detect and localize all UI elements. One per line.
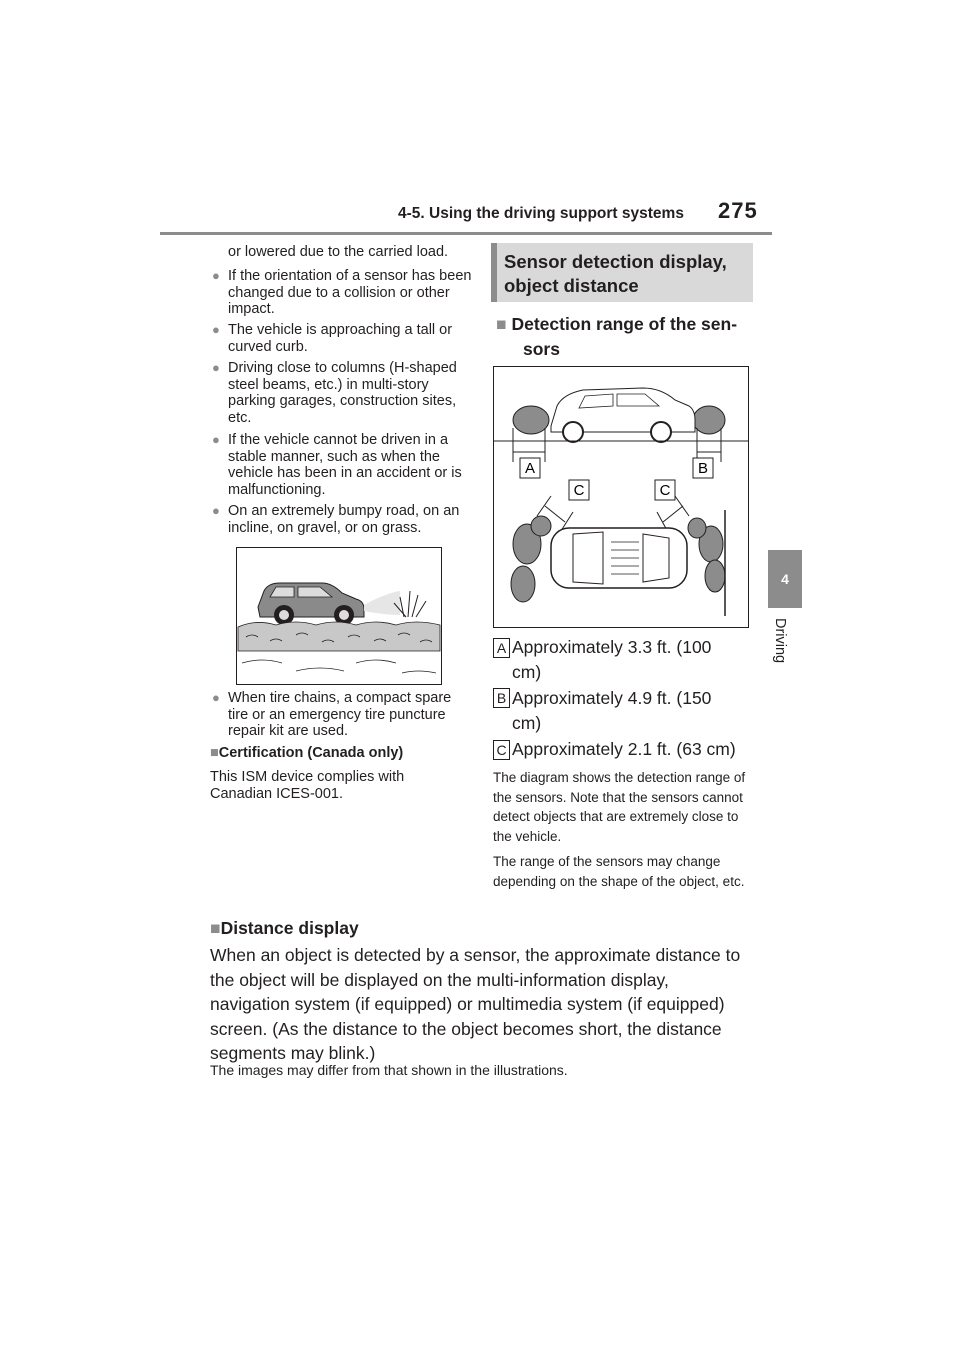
section-heading-line: Sensor detection display, <box>504 251 727 272</box>
list-item: ● Driving close to columns (H-shaped steel beams, etc.) in multi-story parking garages, construction sites, etc. <box>212 360 457 426</box>
legend-text-c: Approximately 2.1 ft. (63 cm) <box>512 739 736 759</box>
illustration-note: The images may differ from that shown in the illustrations. <box>210 1062 568 1078</box>
section-heading <box>491 243 753 302</box>
legend-text-a: Approximately 3.3 ft. (100 cm) <box>512 637 712 682</box>
bullet-dot-icon: ● <box>212 432 220 447</box>
distance-display-heading: ■Distance display <box>210 918 359 938</box>
diagram-note: The diagram shows the detection range of the sensors. Note that the sensors cannot detect objects that are extremely close to the vehicle. <box>493 770 746 844</box>
bullet-dot-icon: ● <box>212 360 220 375</box>
legend-text-b: Approximately 4.9 ft. (150 cm) <box>512 688 712 733</box>
diagram-label-b: B <box>697 460 709 477</box>
square-marker-icon: ■ <box>210 745 219 761</box>
certification-heading: ■Certification (Canada only) <box>210 745 404 761</box>
square-marker-icon: ■ <box>210 918 221 938</box>
list-item: ● If the orientation of a sensor has been changed due to a collision or other impact. <box>212 268 472 317</box>
chapter-tab: 4 <box>768 550 802 608</box>
legend-key-c: C <box>493 740 510 760</box>
subheading: ■ Detection range of the sen- sors <box>496 314 738 359</box>
list-item: ● When tire chains, a compact spare tire or an emergency tire puncture repair kit are used. <box>212 690 452 739</box>
list-item: ● If the vehicle cannot be driven in a stable manner, such as when the vehicle has been in an accident or is malfunctioning. <box>212 432 462 498</box>
page-number: 275 <box>718 198 758 223</box>
heading-bar <box>491 243 497 302</box>
legend-key-a: A <box>493 638 510 658</box>
bumpy-road-illustration <box>236 547 442 685</box>
diagram-label-c: C <box>659 482 671 499</box>
bullet-dot-icon: ● <box>212 503 220 518</box>
chapter-label: Driving <box>772 618 788 664</box>
list-item: ● On an extremely bumpy road, on an incline, on gravel, or on grass. <box>212 503 460 536</box>
square-marker-icon: ■ <box>496 314 507 334</box>
legend-key-b: B <box>493 688 510 708</box>
list-item: ● The vehicle is approaching a tall or curved curb. <box>212 322 453 355</box>
bullet-dot-icon: ● <box>212 268 220 283</box>
diagram-note: The range of the sensors may change depending on the shape of the object, etc. <box>493 854 745 889</box>
diagram-label-c: C <box>573 482 585 499</box>
diagram-label-a: A <box>524 460 536 477</box>
bullet-dot-icon: ● <box>212 690 220 705</box>
section-heading-line: object distance <box>504 275 639 296</box>
sensor-detection-diagram <box>493 366 749 628</box>
distance-display-paragraph: When an object is detected by a sensor, the approximate distance to the object will be displayed on the multi-information display, navigation system (if equipped) or multimedia system (if equipped) screen. (As the distance to the object becomes short, the distance segments may blink.) <box>210 945 741 1063</box>
header-divider <box>160 232 772 235</box>
running-header-title: 4-5. Using the driving support systems <box>398 205 684 222</box>
certification-text: This ISM device complies with Canadian ICES-001. <box>210 769 405 802</box>
suv-top-view-icon <box>551 528 687 588</box>
bullet-dot-icon: ● <box>212 322 220 337</box>
continuation-text: or lowered due to the carried load. <box>228 244 449 260</box>
